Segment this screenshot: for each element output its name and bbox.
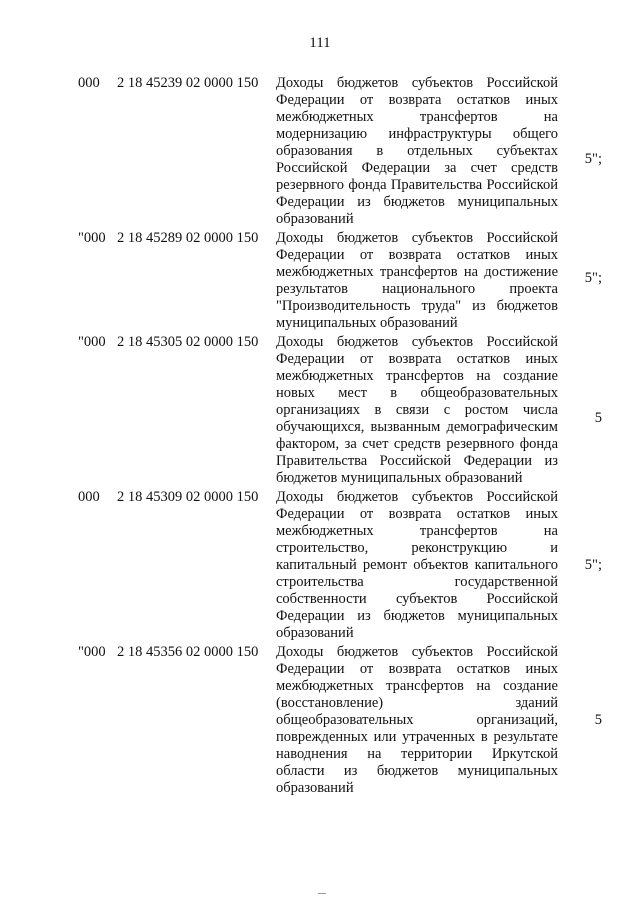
revenue-description: Доходы бюджетов субъектов Российской Федерации от возврата остатков иных межбюджетных трансфертов на модернизацию инфраструктуры общего образования в отдельных субъектах Российской Федерации за счет средств резервного фонда Правительства Российской Федерации из бюджетов муниципальных образований — [276, 75, 558, 227]
kbk-code: 2 18 45239 02 0000 150 — [117, 75, 259, 91]
kbk-code: 2 18 45356 02 0000 150 — [117, 644, 259, 660]
admin-code: "000 — [78, 230, 106, 246]
revenue-description: Доходы бюджетов субъектов Российской Федерации от возврата остатков иных межбюджетных трансфертов на создание (восстановление) зданий общеобразовательных организаций, поврежденных или утраченных в результате наводнения на территории Иркутской области из бюджетов муниципальных образований — [276, 644, 558, 796]
admin-code: "000 — [78, 334, 106, 350]
revenue-description: Доходы бюджетов субъектов Российской Федерации от возврата остатков иных межбюджетных трансфертов на строительство, реконструкцию и капитальный ремонт объектов капитального строительства государственной собственности субъектов Российской Федерации из бюджетов муниципальных образований — [276, 489, 558, 641]
table-row — [0, 489, 640, 642]
kbk-code: 2 18 45309 02 0000 150 — [117, 489, 259, 505]
row-value: 5"; — [584, 270, 602, 286]
admin-code: 000 — [78, 75, 100, 91]
revenue-description: Доходы бюджетов субъектов Российской Федерации от возврата остатков иных межбюджетных трансфертов на достижение результатов национального проекта "Производительность труда" из бюджетов муниципальных образований — [276, 230, 558, 331]
row-value: 5"; — [584, 557, 602, 573]
row-value: 5"; — [584, 151, 602, 167]
admin-code: "000 — [78, 644, 106, 660]
kbk-code: 2 18 45305 02 0000 150 — [117, 334, 259, 350]
revenue-description: Доходы бюджетов субъектов Российской Федерации от возврата остатков иных межбюджетных трансфертов на создание новых мест в общеобразовательных организациях в связи с ростом числа обучающихся, вызванным демографическим фактором, за счет средств резервного фонда Правительства Российской Федерации из бюджетов муниципальных образований — [276, 334, 558, 486]
table-row — [0, 75, 640, 228]
kbk-code: 2 18 45289 02 0000 150 — [117, 230, 259, 246]
budget-codes-table — [0, 75, 640, 799]
scan-artifact — [318, 893, 326, 898]
table-row — [0, 644, 640, 797]
table-row — [0, 334, 640, 487]
row-value: 5 — [594, 712, 602, 728]
page-number: 111 — [309, 35, 331, 51]
row-value: 5 — [594, 410, 602, 426]
admin-code: 000 — [78, 489, 100, 505]
table-row — [0, 230, 640, 332]
